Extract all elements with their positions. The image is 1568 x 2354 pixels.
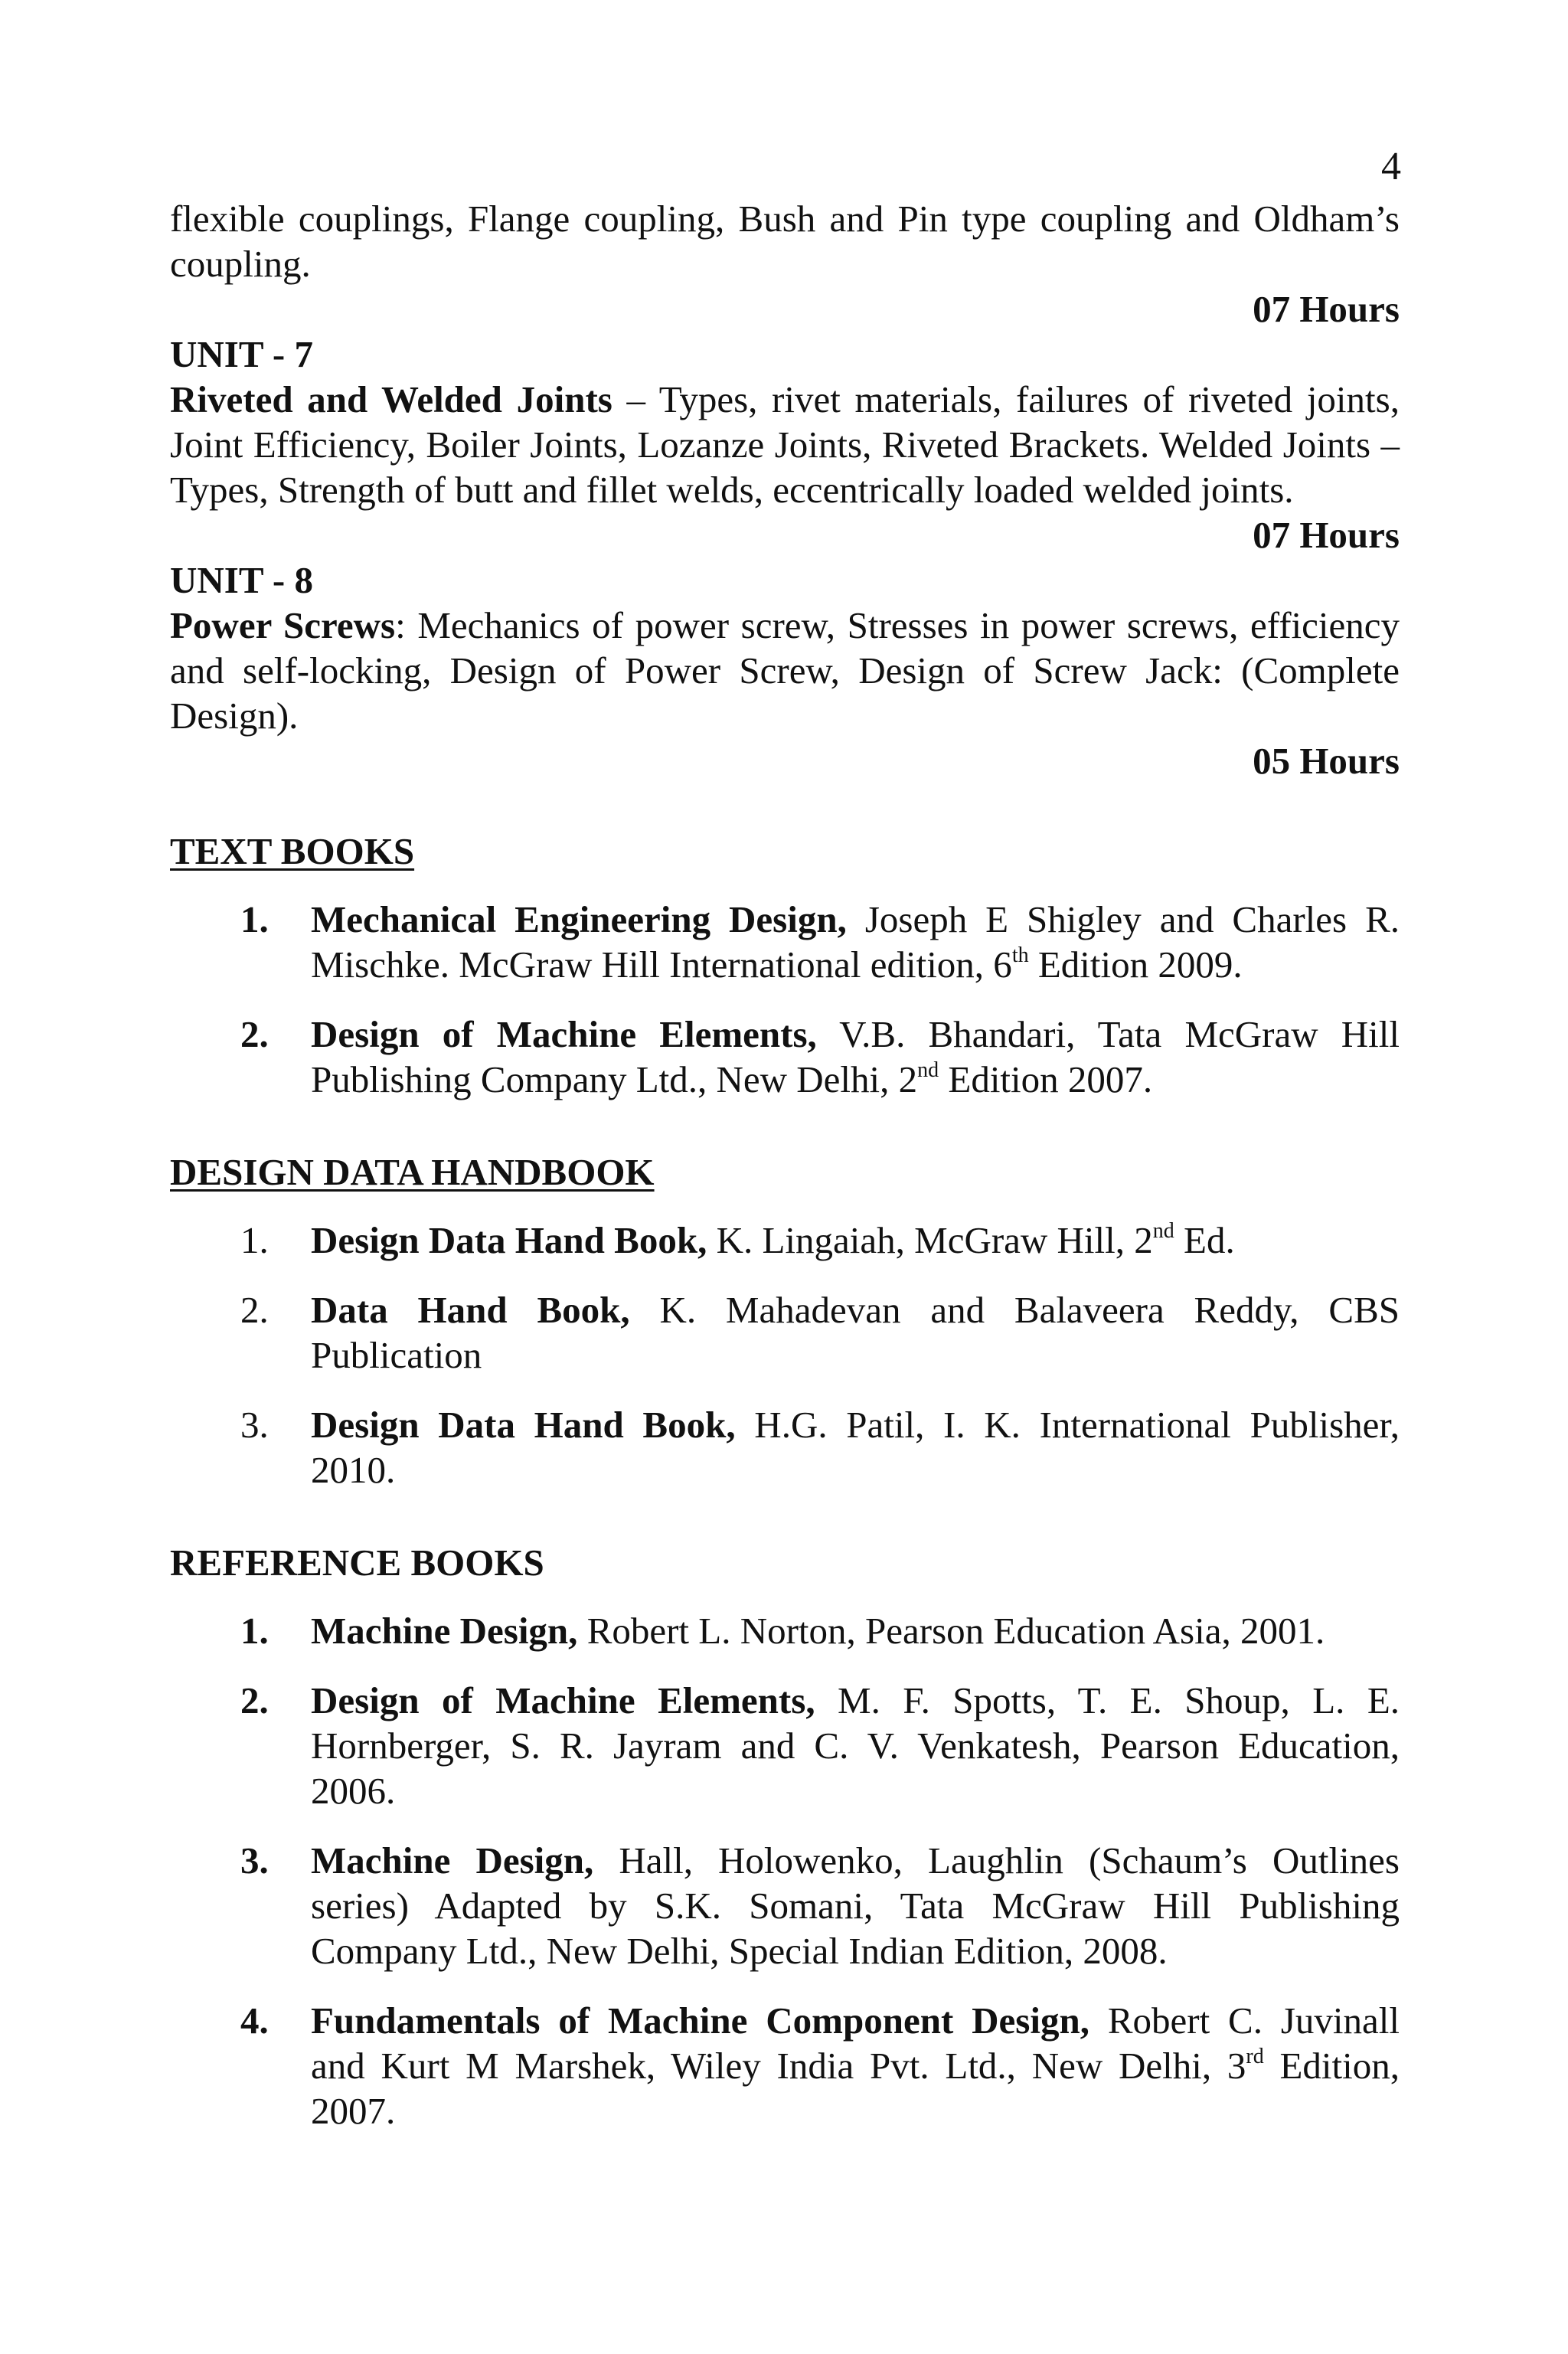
unit7-lead: Riveted and Welded Joints	[170, 378, 612, 420]
list-item	[170, 1998, 1400, 2133]
unit7-hours: 07 Hours	[1253, 514, 1400, 556]
book-details-tail: Edition 2009.	[1028, 943, 1243, 986]
book-title: Mechanical Engineering Design,	[311, 898, 847, 940]
page-number: 4	[1381, 145, 1401, 188]
list-item	[170, 897, 1400, 987]
book-details: H.G. Patil, I. K. International Publisher, 2010.	[311, 1404, 1400, 1491]
book-details: Robert C. Juvinall and Kurt M Marshek, Wiley India Pvt. Ltd., New Delhi, 3	[311, 1999, 1400, 2087]
superscript: th	[1011, 943, 1029, 967]
unit8-text: : Mechanics of power screw, Stresses in power screws, efficiency and self-locking, Design of Power Screw, Design of Screw Jack: (Complete Design).	[170, 604, 1400, 737]
book-details-tail: Ed.	[1174, 1219, 1235, 1261]
book-title: Machine Design,	[311, 1839, 594, 1882]
book-title: Design Data Hand Book,	[311, 1404, 736, 1446]
unit7-title: UNIT - 7	[170, 333, 313, 375]
document-body	[170, 196, 1400, 2133]
unit8-paragraph	[170, 603, 1400, 738]
unit7-paragraph	[170, 377, 1400, 512]
book-details: M. F. Spotts, T. E. Shoup, L. E. Hornberger, S. R. Jayram and C. V. Venkatesh, Pearson Education, 2006.	[311, 1679, 1400, 1812]
list-number: 4.	[240, 1999, 269, 2042]
list-number: 1.	[240, 1219, 269, 1261]
book-title: Data Hand Book,	[311, 1289, 630, 1331]
book-title: Design Data Hand Book,	[311, 1219, 707, 1261]
book-details: V.B. Bhandari, Tata McGraw Hill Publishing Company Ltd., New Delhi, 2	[311, 1013, 1400, 1100]
book-title: Design of Machine Elements,	[311, 1013, 817, 1055]
list-item	[170, 1287, 1400, 1378]
text-books-heading: TEXT BOOKS	[170, 830, 415, 872]
unit8-lead: Power Screws	[170, 604, 396, 646]
list-number: 3.	[240, 1404, 269, 1446]
text-books-list	[170, 897, 1400, 1102]
book-title: Design of Machine Elements,	[311, 1679, 815, 1721]
unit8-hours: 05 Hours	[1253, 740, 1400, 782]
superscript: nd	[917, 1058, 939, 1082]
list-item	[170, 1012, 1400, 1102]
list-number: 1.	[240, 1610, 269, 1652]
book-title: Machine Design,	[311, 1610, 578, 1652]
reference-books-list	[170, 1608, 1400, 2133]
list-item	[170, 1218, 1400, 1263]
book-details: K. Mahadevan and Balaveera Reddy, CBS Publication	[311, 1289, 1400, 1376]
superscript: rd	[1246, 2045, 1264, 2068]
book-details: Joseph E Shigley and Charles R. Mischke. McGraw Hill International edition, 6	[311, 898, 1400, 986]
list-number: 3.	[240, 1839, 269, 1882]
list-number: 2.	[240, 1289, 269, 1331]
unit8-title: UNIT - 8	[170, 559, 313, 601]
design-data-handbook-list	[170, 1218, 1400, 1493]
continuation-paragraph: flexible couplings, Flange coupling, Bush and Pin type coupling and Oldham’s coupling.	[170, 198, 1400, 285]
list-item	[170, 1608, 1400, 1653]
list-item	[170, 1402, 1400, 1493]
list-item	[170, 1678, 1400, 1813]
book-details: Robert L. Norton, Pearson Education Asia, 2001.	[577, 1610, 1325, 1652]
superscript: nd	[1152, 1219, 1174, 1243]
book-title: Fundamentals of Machine Component Design,	[311, 1999, 1089, 2042]
list-item	[170, 1838, 1400, 1973]
design-data-handbook-heading: DESIGN DATA HANDBOOK	[170, 1151, 655, 1193]
list-number: 2.	[240, 1679, 269, 1721]
book-details: Hall, Holowenko, Laughlin (Schaum’s Outlines series) Adapted by S.K. Somani, Tata McGraw Hill Publishing Company Ltd., New Delhi, Special Indian Edition, 2008.	[311, 1839, 1400, 1972]
list-number: 1.	[240, 898, 269, 940]
unit7-text: – Types, rivet materials, failures of riveted joints, Joint Efficiency, Boiler Joints, Lozanze Joints, Riveted Brackets. Welded Joints – Types, Strength of butt and fillet welds, eccentrically loaded welded joints.	[170, 378, 1400, 511]
list-number: 2.	[240, 1013, 269, 1055]
book-details: K. Lingaiah, McGraw Hill, 2	[707, 1219, 1153, 1261]
book-details-tail: Edition, 2007.	[311, 2045, 1400, 2132]
unit6-hours: 07 Hours	[1253, 288, 1400, 330]
book-details-tail: Edition 2007.	[939, 1058, 1153, 1100]
reference-books-heading: REFERENCE BOOKS	[170, 1542, 544, 1584]
